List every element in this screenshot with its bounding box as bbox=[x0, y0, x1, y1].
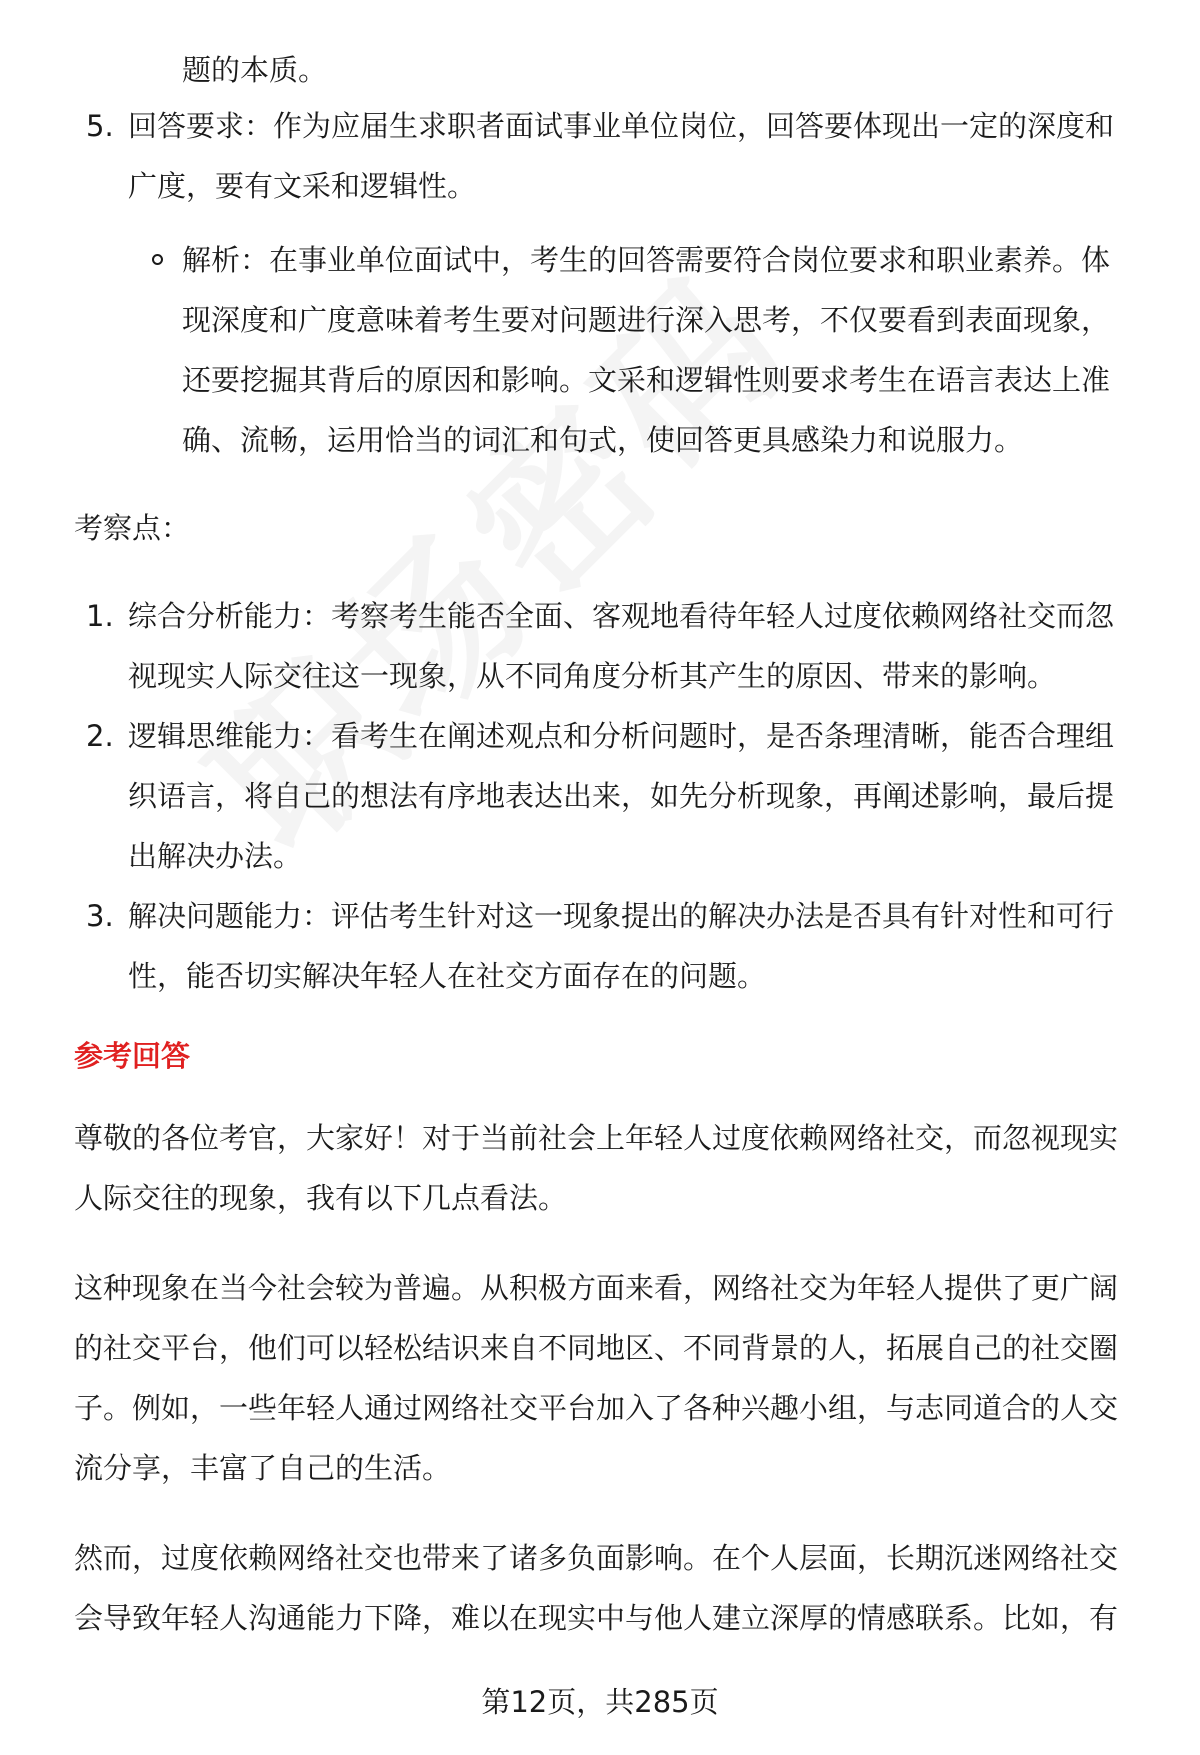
analysis-line-1: 解析：在事业单位面试中，考生的回答需要符合岗位要求和职业素养。体 bbox=[182, 243, 1111, 277]
analysis-line-2: 现深度和广度意味着考生要对问题进行深入思考，不仅要看到表面现象， bbox=[182, 303, 1111, 337]
point2-line-2: 织语言，将自己的想法有序地表达出来，如先分析现象，再阐述影响，最后提 bbox=[128, 779, 1115, 813]
list-number-1: 1. bbox=[86, 599, 114, 633]
hollow-circle-bullet-icon bbox=[152, 254, 163, 265]
analysis-line-4: 确、流畅，运用恰当的词汇和句式，使回答更具感染力和说服力。 bbox=[182, 423, 1024, 457]
point1-line-1: 综合分析能力：考察考生能否全面、客观地看待年轻人过度依赖网络社交而忽 bbox=[128, 599, 1115, 633]
ref-p1-line-2: 人际交往的现象，我有以下几点看法。 bbox=[74, 1181, 568, 1215]
point3-line-2: 性，能否切实解决年轻人在社交方面存在的问题。 bbox=[128, 959, 767, 993]
ref-p2-line-4: 流分享，丰富了自己的生活。 bbox=[74, 1451, 452, 1485]
ref-p3-line-2: 会导致年轻人沟通能力下降，难以在现实中与他人建立深厚的情感联系。比如，有 bbox=[74, 1601, 1119, 1635]
point2-line-3: 出解决办法。 bbox=[128, 839, 303, 873]
ref-p3-line-1: 然而，过度依赖网络社交也带来了诸多负面影响。在个人层面，长期沉迷网络社交 bbox=[74, 1541, 1119, 1575]
list-number-2: 2. bbox=[86, 719, 114, 753]
ref-p2-line-1: 这种现象在当今社会较为普遍。从积极方面来看，网络社交为年轻人提供了更广阔 bbox=[74, 1271, 1119, 1305]
item5-line-2: 广度，要有文采和逻辑性。 bbox=[128, 169, 477, 203]
item5-line-1: 回答要求：作为应届生求职者面试事业单位岗位，回答要体现出一定的深度和 bbox=[128, 109, 1115, 143]
point1-line-2: 视现实人际交往这一现象，从不同角度分析其产生的原因、带来的影响。 bbox=[128, 659, 1057, 693]
point2-line-1: 逻辑思维能力：看考生在阐述观点和分析问题时，是否条理清晰，能否合理组 bbox=[128, 719, 1115, 753]
point3-line-1: 解决问题能力：评估考生针对这一现象提出的解决办法是否具有针对性和可行 bbox=[128, 899, 1115, 933]
page-number-footer: 第12页，共285页 bbox=[481, 1685, 719, 1719]
ref-p1-line-1: 尊敬的各位考官，大家好！对于当前社会上年轻人过度依赖网络社交，而忽视现实 bbox=[74, 1121, 1119, 1155]
analysis-line-3: 还要挖掘其背后的原因和影响。文采和逻辑性则要求考生在语言表达上准 bbox=[182, 363, 1111, 397]
list-number-3: 3. bbox=[86, 899, 114, 933]
ref-p2-line-2: 的社交平台，他们可以轻松结识来自不同地区、不同背景的人，拓展自己的社交圈 bbox=[74, 1331, 1119, 1365]
ref-p2-line-3: 子。例如，一些年轻人通过网络社交平台加入了各种兴趣小组，与志同道合的人交 bbox=[74, 1391, 1119, 1425]
list-number-5: 5. bbox=[86, 109, 114, 143]
points-title: 考察点： bbox=[74, 511, 191, 545]
item4-tail-text: 题的本质。 bbox=[182, 53, 328, 87]
reference-heading: 参考回答 bbox=[74, 1039, 191, 1073]
